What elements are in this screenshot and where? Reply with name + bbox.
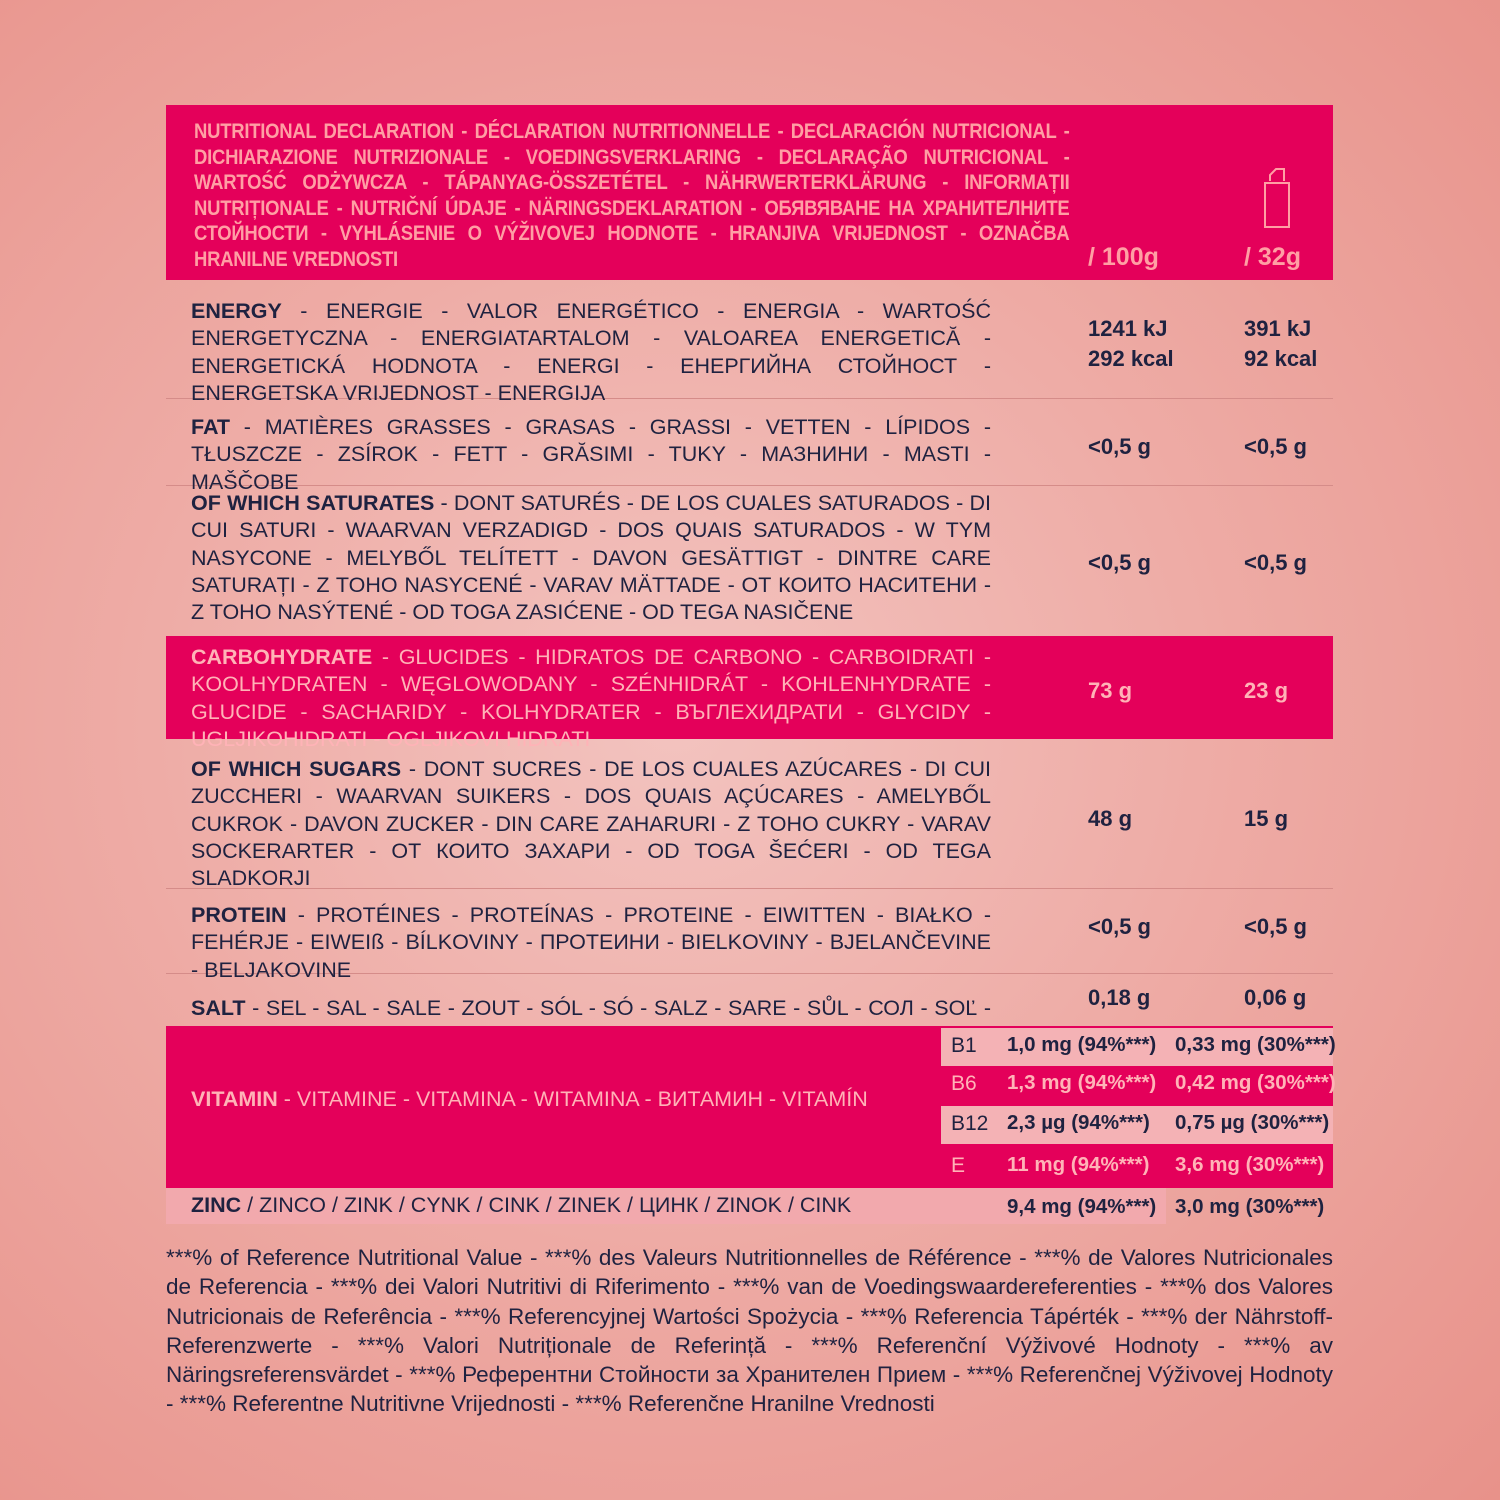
zinc-value-per-100g: 9,4 mg (94%***) [1007, 1195, 1157, 1218]
value-per-100g: 48 g [1088, 806, 1133, 831]
table-header [166, 105, 1333, 280]
table-row-carbohydrate [166, 636, 1333, 751]
vitamin-value-per-32g: 0,75 µg (30%***) [1175, 1111, 1330, 1134]
vitamin-value-per-100g: 2,3 µg (94%***) [1007, 1111, 1150, 1134]
zinc-label: ZINC / ZINCO / ZINK / CYNK / CINK / ZINEK / ЦИНК / ZINOK / CINK [191, 1193, 852, 1217]
value-per-32g: <0,5 g [1244, 550, 1307, 575]
vitamin-name: B1 [951, 1034, 977, 1057]
header-title: NUTRITIONAL DECLARATION - DÉCLARATION NUTRITIONNELLE - DECLARACIÓN NUTRICIONAL - DICHIARAZIONE NUTRIZIONALE - VOEDINGSVERKLARING - DECLARAÇÃO NUTRICIONAL - WARTOŚĆ ODŻYWCZA - TÁPANYAG-ÖSSZETÉTEL - NÄHRWERTERKLÄRUNG - INFORMAȚII NUTRIȚIONALE - NUTRIČNÍ ÚDAJE - NÄRINGSDEKLARATION - ОБЯВЯВАНЕ НА ХРАНИТЕЛНИТЕ СТОЙНОСТИ - VYHLÁSENIE O VÝŽIVOVEJ HODNOTE - HRANJIVA VRIJEDNOST - OZNAČBA HRANILNE VREDNOSTI [194, 119, 1070, 271]
value-per-100g: <0,5 g [1088, 550, 1151, 575]
value-per-100g: <0,5 g [1088, 914, 1151, 939]
vitamin-value-per-32g: 0,42 mg (30%***) [1175, 1071, 1336, 1094]
value-per-32g: 23 g [1244, 678, 1289, 703]
value-per-32g: <0,5 g [1244, 434, 1307, 459]
vitamin-section [166, 1026, 1336, 1188]
table-row-energy [166, 280, 1333, 405]
vitamin-name: B6 [951, 1072, 977, 1095]
value-per-32g: 391 kJ 92 kcal [1244, 316, 1318, 371]
vitamin-row-b12 [941, 1106, 1333, 1144]
value-per-100g: 1241 kJ 292 kcal [1088, 316, 1174, 371]
vitamin-row-e [941, 1148, 1333, 1186]
column-header-per-32g: / 32g [1244, 243, 1301, 271]
vitamin-row-b1 [941, 1028, 1336, 1066]
reference-footnote: ***% of Reference Nutritional Value - ***% des Valeurs Nutritionnelles de Référence - ***% de Valores Nutricionales de Referencia - ***% dei Valori Nutritivi di Riferimento - ***% van de Voedingswaardereferenties - ***% dos Valores Nutricionais de Referência - ***% Referencyjnej Wartości Spożycia - ***% Referencia Tápérték - ***% der Nährstoff-Referenzwerte - ***% Valori Nutriționale de Referință - ***% Referenční Výživové Hodnoty - ***% av Näringsreferensvärdet - ***% Референтни Стойности за Хранителен Прием - ***% Referenčnej Výživovej Hodnoty - ***% Referentne Nutritivne Vrijednosti - ***% Referenčne Hranilne Vrednosti [166, 1245, 1333, 1417]
zinc-value-per-32g: 3,0 mg (30%***) [1175, 1195, 1325, 1218]
value-per-32g: <0,5 g [1244, 914, 1307, 939]
bottle-icon [1262, 167, 1292, 229]
table-row-protein [166, 889, 1333, 982]
vitamin-value-per-32g: 0,33 mg (30%***) [1175, 1033, 1336, 1056]
vitamin-value-per-100g: 1,0 mg (94%***) [1007, 1033, 1157, 1056]
row-label: ENERGY - ENERGIE - VALOR ENERGÉTICO - ENERGIA - WARTOŚĆ ENERGETYCZNA - ENERGIATARTALOM - VALOAREA ENERGETICĂ - ENERGETICKÁ HODNOTA - ENERGI - ЕНЕРГИЙНА СТОЙНОСТ - ENERGETSKA VRIJEDNOST - ENERGIJA [191, 299, 991, 405]
vitamin-value-per-100g: 11 mg (94%***) [1007, 1153, 1150, 1176]
value-per-32g: 0,06 g [1244, 985, 1307, 1010]
table-row-fat [166, 399, 1333, 494]
table-row-zinc [166, 1188, 1325, 1224]
column-header-per-100g: / 100g [1088, 243, 1159, 271]
value-per-100g: 0,18 g [1088, 985, 1151, 1010]
row-label: FAT - MATIÈRES GRASSES - GRASAS - GRASSI - VETTEN - LÍPIDOS - TŁUSZCZE - ZSÍROK - FETT - GRĂSIMI - TUKY - МАЗНИНИ - MASTI - MAŠČOBE [191, 415, 991, 494]
vitamin-name: E [951, 1154, 966, 1177]
table-row-salt [166, 974, 1333, 1026]
table-row-saturates [166, 486, 1333, 636]
row-label: PROTEIN - PROTÉINES - PROTEÍNAS - PROTEINE - EIWITTEN - BIAŁKO - FEHÉRJE - EIWEIß - BÍLKOVINY - ПРОТЕИНИ - BIELKOVINY - BJELANČEVINE - BELJAKOVINE [191, 903, 991, 982]
value-per-32g: 15 g [1244, 806, 1289, 831]
vitamin-value-per-100g: 1,3 mg (94%***) [1007, 1071, 1157, 1094]
row-label: CARBOHYDRATE - GLUCIDES - HIDRATOS DE CARBONO - CARBOIDRATI - KOOLHYDRATEN - WĘGLOWODANY - SZÉNHIDRÁT - KOHLENHYDRATE - GLUCIDE - SACHARIDY - KOLHYDRATER - ВЪГЛЕХИДРАТИ - GLYCIDY - UGLJIKOHIDRATI - OGLJIKOVI HIDRATI [191, 645, 991, 751]
vitamin-row-b6 [941, 1066, 1336, 1104]
row-label: SALT - SEL - SAL - SALE - ZOUT - SÓL - SÓ - SALZ - SARE - SŮL - СОЛ - SOĽ - [191, 996, 991, 1020]
value-per-100g: <0,5 g [1088, 434, 1151, 459]
row-label: OF WHICH SUGARS - DONT SUCRES - DE LOS CUALES AZÚCARES - DI CUI ZUCCHERI - WAARVAN SUIKERS - DOS QUAIS AÇÚCARES - AMELYBŐL CUKROK - DAVON ZUCKER - DIN CARE ZAHARURI - Z TOHO CUKRY - VARAV SOCKERARTER - ОТ КОИТО ЗАХАРИ - OD TOGA ŠEĆERI - OD TEGA SLADKORJI [191, 757, 991, 891]
vitamin-name: B12 [951, 1112, 989, 1135]
table-row-sugars [166, 740, 1333, 889]
vitamin-value-per-32g: 3,6 mg (30%***) [1175, 1153, 1325, 1176]
row-label: OF WHICH SATURATES - DONT SATURÉS - DE LOS CUALES SATURADOS - DI CUI SATURI - WAARVAN VERZADIGD - DOS QUAIS SATURADOS - W TYM NASYCONE - MELYBŐL TELÍTETT - DAVON GESÄTTIGT - DINTRE CARE SATURAȚI - Z TOHO NASYCENÉ - VARAV MÄTTADE - ОТ КОИТО НАСИТЕНИ - Z TOHO NASÝTENÉ - OD TOGA ZASIĆENE - OD TEGA NASIČENE [191, 491, 991, 625]
vitamin-label: VITAMIN - VITAMINE - VITAMINA - WITAMINA - ВИТАМИН - VITAMÍN [191, 1087, 868, 1111]
value-per-100g: 73 g [1088, 678, 1133, 703]
